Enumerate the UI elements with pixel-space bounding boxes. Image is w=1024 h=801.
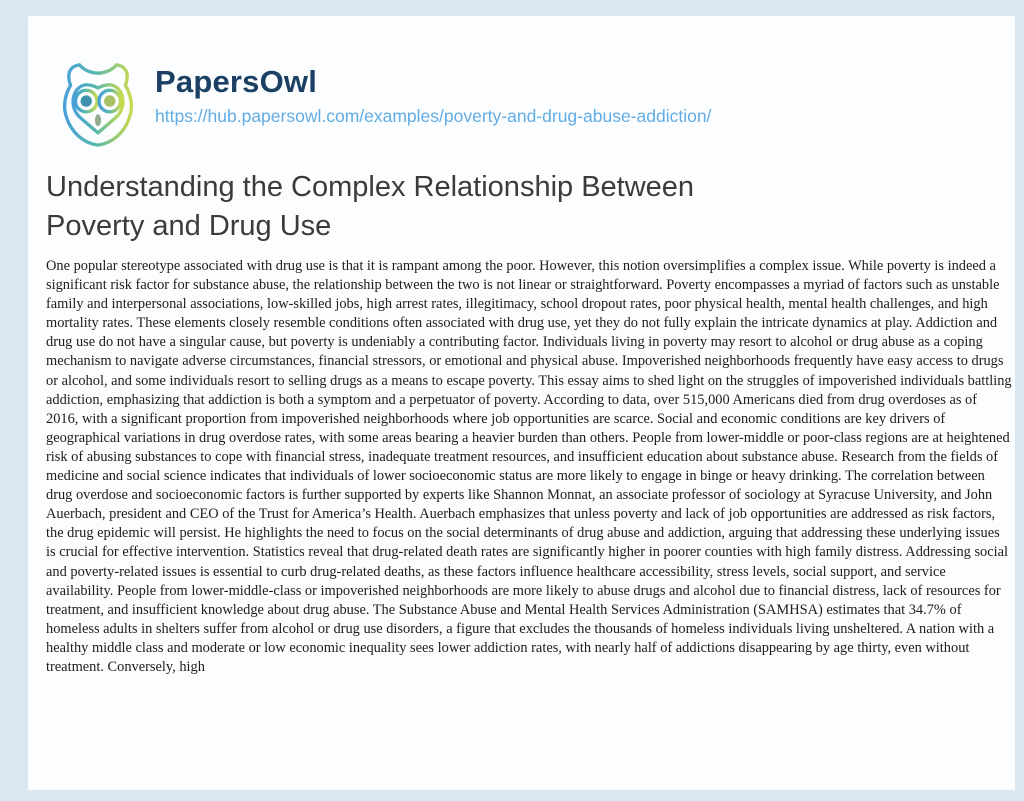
papersowl-owl-logo-icon[interactable] [48,58,148,152]
essay-title: Understanding the Complex Relationship Between Poverty and Drug Use [46,171,695,242]
brand-name[interactable]: PapersOwl [155,64,318,99]
document-card [28,16,1015,790]
source-url-link[interactable]: https://hub.papersowl.com/examples/poverty-and-drug-abuse-addiction/ [155,106,712,126]
essay-body-text: One popular stereotype associated with drug use is that it is rampant among the poor. However, this notion oversimplifies a complex issue. While poverty is indeed a significant risk factor for substance abuse, the relationship between the two is not linear or straightforward. Poverty encompasses a myriad of factors such as unstable family and interpersonal associations, low-skilled jobs, high arrest rates, illegitimacy, school dropout rates, poor physical health, mental health challenges, and high mortality rates. These elements closely resemble conditions often associated with drug use, yet they do not fully explain the intricate dynamics at play. Addiction and drug use do not have a singular cause, but poverty is undeniably a contributing factor. Individuals living in poverty may resort to alcohol or drug abuse as a coping mechanism to navigate adverse circumstances, financial stressors, or emotional and physical abuse. Impoverished neighborhoods frequently have easy access to drugs or alcohol, and some individuals resort to selling drugs as a means to escape poverty. This essay aims to shed light on the struggles of impoverished individuals battling addiction, emphasizing that addiction is both a symptom and a perpetuator of poverty. According to data, over 515,000 Americans died from drug overdoses as of 2016, with a significant proportion from impoverished neighborhoods where job opportunities are scarce. Social and economic conditions are key drivers of geographical variations in drug overdose rates, with some areas bearing a heavier burden than others. People from lower-middle or poor-class regions are at heightened risk of abusing substances to cope with financial stress, inadequate treatment resources, and insufficient education about substance abuse. Research from the fields of medicine and social science indicates that individuals of lower socioeconomic status are more likely to engage in binge or heavy drinking. The correlation between drug overdose and socioeconomic factors is further supported by experts like Shannon Monnat, an associate professor of sociology at Syracuse University, and John Auerbach, president and CEO of the Trust for America’s Health. Auerbach emphasizes that unless poverty and lack of job opportunities are addressed as risk factors, the drug epidemic will persist. He highlights the need to focus on the social determinants of drug abuse and addiction, arguing that addressing these underlying issues is crucial for effective intervention. Statistics reveal that drug-related death rates are significantly higher in poorer counties with high family distress. Addressing social and poverty-related issues is essential to curb drug-related deaths, as these factors influence healthcare accessibility, stress levels, social support, and service availability. People from lower-middle-class or impoverished neighborhoods are more likely to abuse drugs and alcohol due to financial distress, lack of resources for treatment, and insufficient knowledge about drug abuse. The Substance Abuse and Mental Health Services Administration (SAMHSA) estimates that 34.7% of homeless adults in shelters suffer from alcohol or drug use disorders, a figure that excludes the thousands of homeless individuals living unsheltered. A nation with a healthy middle class and moderate or low economic inequality sees lower addiction rates, with nearly half of addictions disappearing by age thirty, even without treatment. Conversely, high [46,258,1012,675]
